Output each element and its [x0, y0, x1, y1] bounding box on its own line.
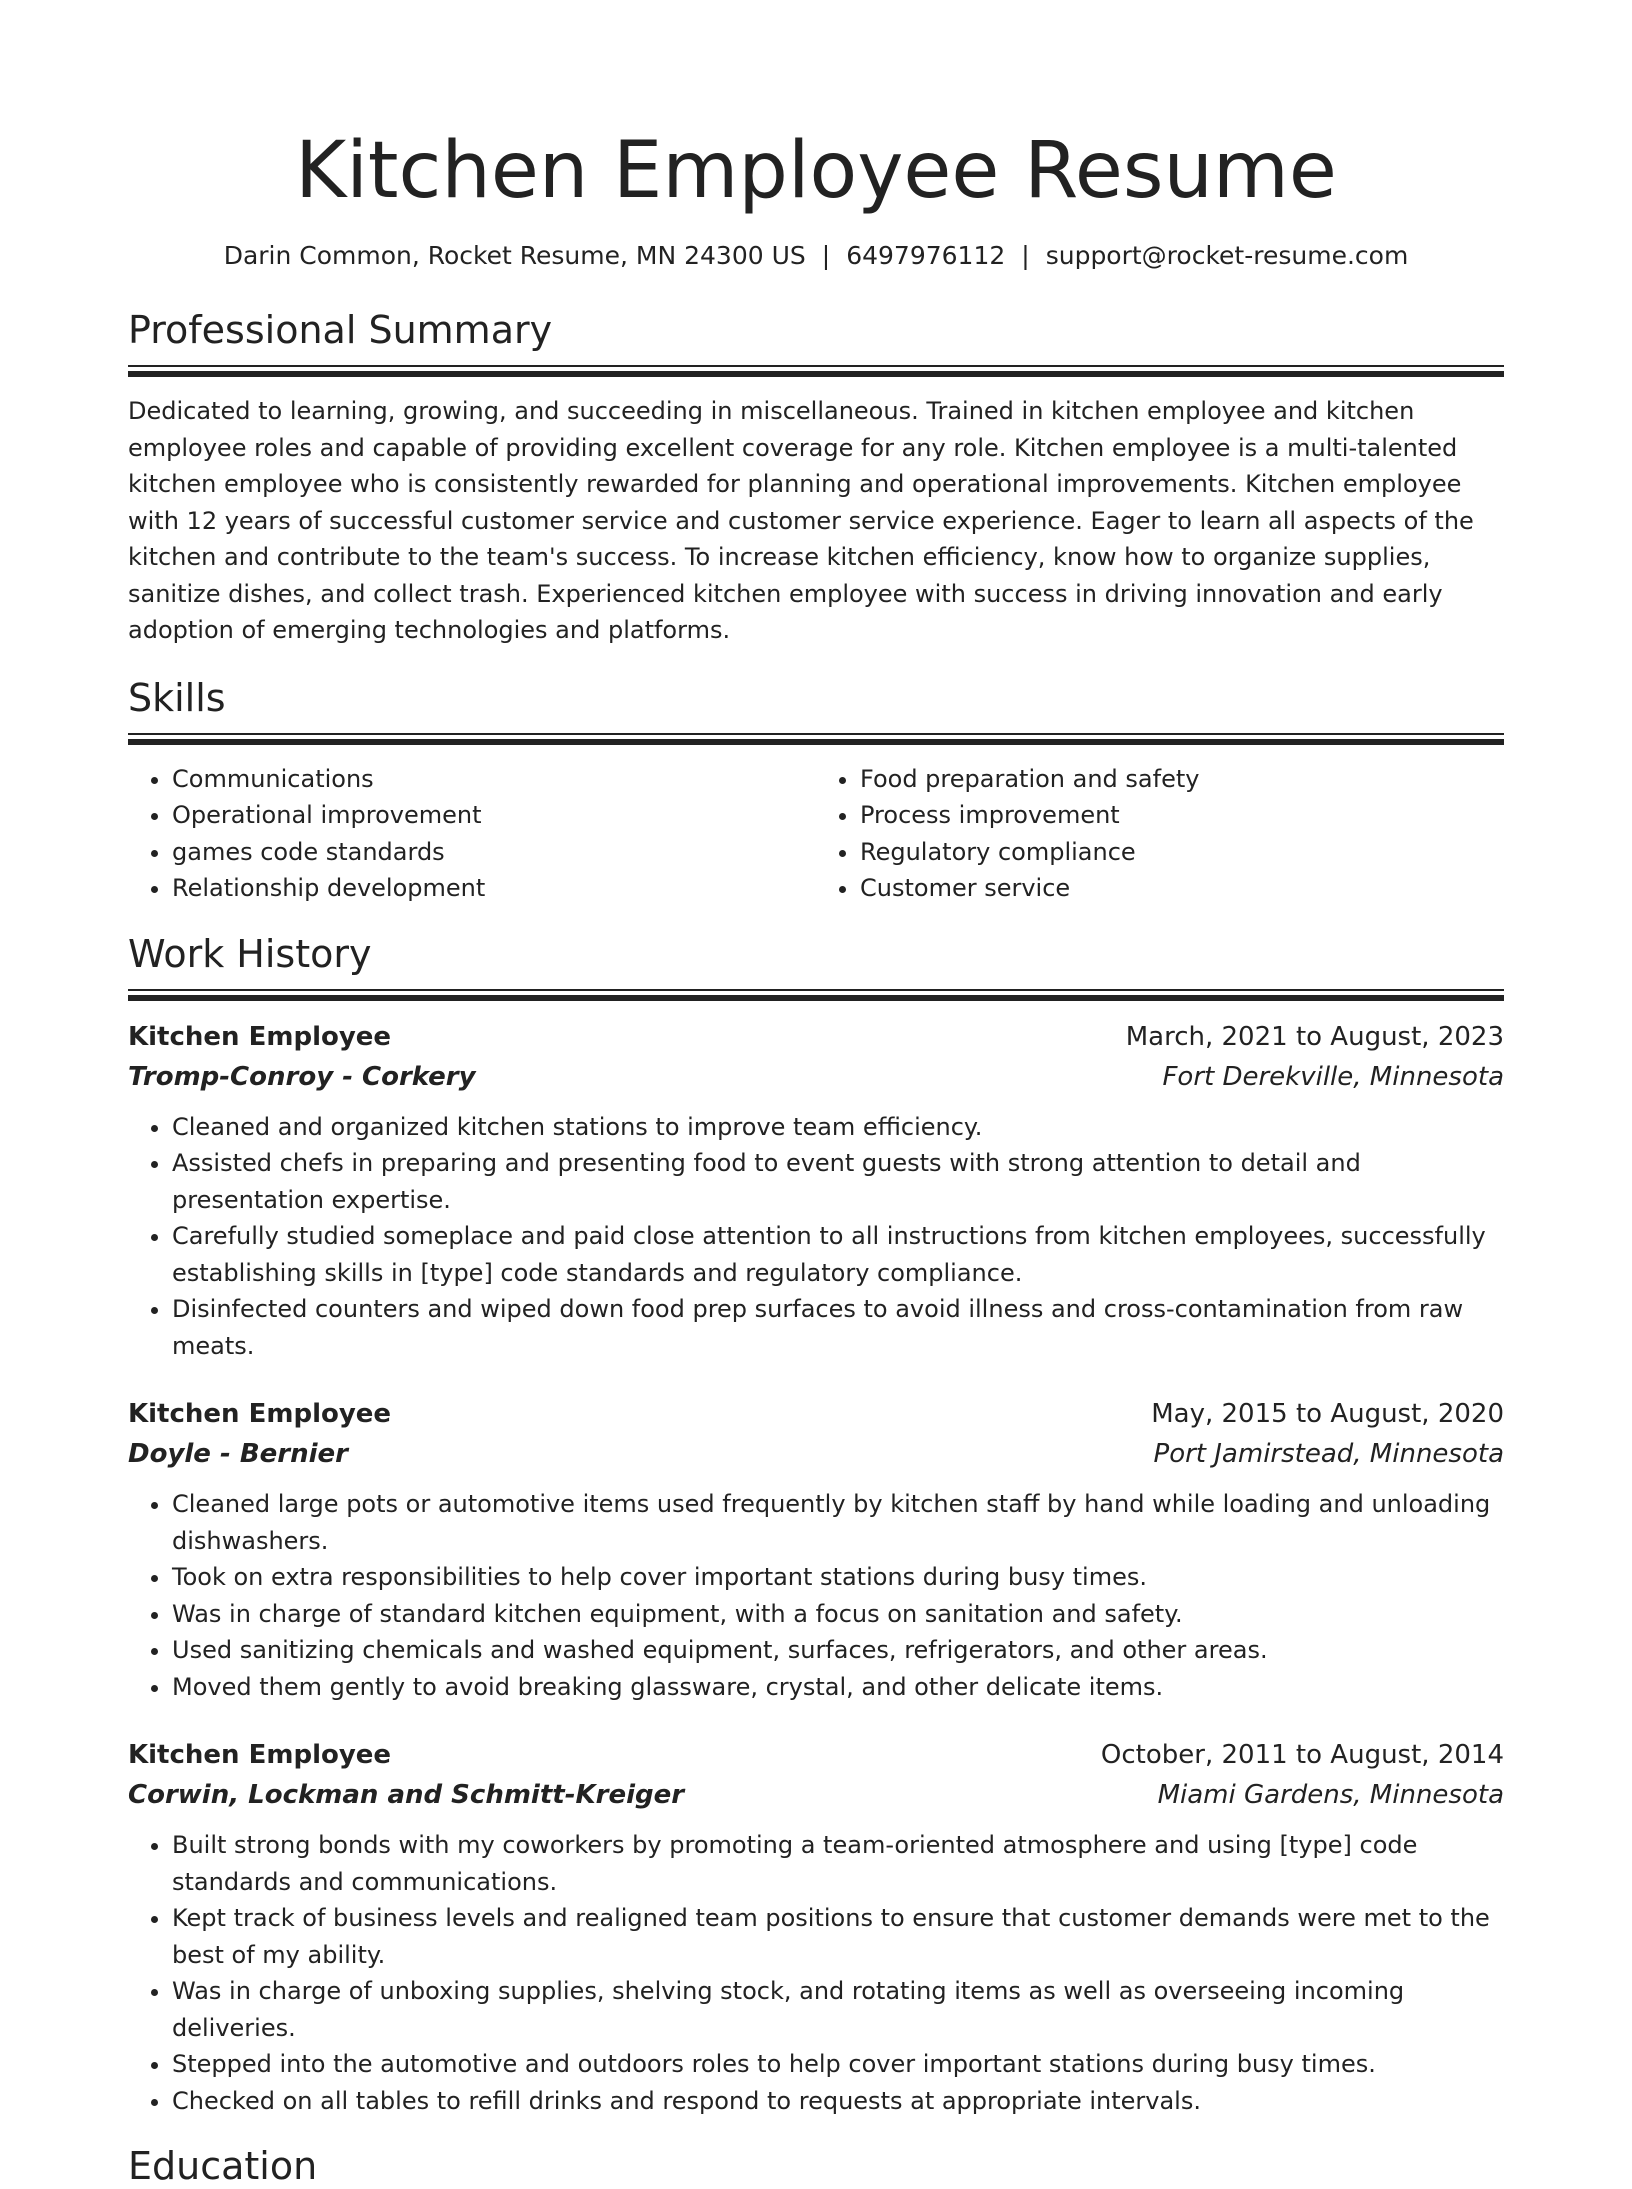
- job-bullet: • Kept track of business levels and realigned team positions to ensure that customer demands were met to the best of my ability.: [172, 1900, 1504, 1973]
- job-dates: May, 2015 to August, 2020: [1151, 1399, 1504, 1429]
- job-location: Port Jamirstead, Minnesota: [1153, 1439, 1504, 1469]
- job-subheader-row: [128, 1434, 1504, 1474]
- skill-item: • Relationship development: [172, 870, 816, 907]
- job-dates: March, 2021 to August, 2023: [1125, 1021, 1504, 1052]
- job-bullet: • Cleaned and organized kitchen stations to improve team efficiency.: [172, 1109, 1504, 1146]
- job-header-row: [128, 1017, 1504, 1057]
- resume-page: [128, 0, 1504, 2189]
- job-bullet: • Was in charge of standard kitchen equipment, with a focus on sanitation and safety.: [172, 1596, 1504, 1633]
- job-bullet: • Stepped into the automotive and outdoors roles to help cover important stations during busy times.: [172, 2046, 1504, 2083]
- work-history-heading: Work History: [128, 931, 372, 976]
- job-bullet: • Used sanitizing chemicals and washed equipment, surfaces, refrigerators, and other areas.: [172, 1632, 1504, 1669]
- skills-heading: Skills: [128, 675, 226, 720]
- skill-item: • Process improvement: [860, 797, 1504, 834]
- job-location: Fort Derekville, Minnesota: [1162, 1061, 1504, 1092]
- summary-text: Dedicated to learning, growing, and succeeding in miscellaneous. Trained in kitchen employee and kitchen employee roles and capable of providing excellent coverage for any role. Kitchen employee is a multi-talented kitchen employee who is consistently rewarded for planning and operational improvements. Kitchen employee with 12 years of successful customer service and customer service experience. Eager to learn all aspects of the kitchen and contribute to the team's success. To increase kitchen efficiency, know how to organize supplies, sanitize dishes, and collect trash. Experienced kitchen employee with success in driving innovation and early adoption of emerging technologies and platforms.: [128, 397, 1474, 644]
- job-dates: October, 2011 to August, 2014: [1100, 1740, 1504, 1770]
- job-title: Kitchen Employee: [128, 1740, 392, 1770]
- section-divider: [128, 989, 1504, 1001]
- education-section: [128, 2143, 1504, 2189]
- job-bullets: [128, 1109, 1504, 1365]
- work-history-section: [128, 931, 1504, 2120]
- job-bullet: • Assisted chefs in preparing and presenting food to event guests with strong attention to detail and presentation expertise.: [172, 1145, 1504, 1218]
- job-company: Doyle - Bernier: [128, 1439, 348, 1469]
- resume-title: Kitchen Employee Resume: [295, 126, 1337, 216]
- section-divider: [128, 733, 1504, 745]
- job-bullets: [128, 1486, 1504, 1705]
- job-company: Corwin, Lockman and Schmitt-Kreiger: [128, 1780, 685, 1810]
- skill-item: • Food preparation and safety: [860, 761, 1504, 798]
- job-bullet: • Took on extra responsibilities to help cover important stations during busy times.: [172, 1559, 1504, 1596]
- skills-grid: [128, 761, 1504, 907]
- job-bullet: • Checked on all tables to refill drinks and respond to requests at appropriate intervals.: [172, 2083, 1504, 2120]
- job-bullet: • Disinfected counters and wiped down food prep surfaces to avoid illness and cross-contamination from raw meats.: [172, 1291, 1504, 1364]
- summary-heading: Professional Summary: [128, 308, 553, 352]
- contact-line: [128, 239, 1504, 273]
- job-title: Kitchen Employee: [128, 1399, 392, 1429]
- job-bullet: • Moved them gently to avoid breaking glassware, crystal, and other delicate items.: [172, 1669, 1504, 1706]
- job-bullet: • Was in charge of unboxing supplies, shelving stock, and rotating items as well as overseeing incoming deliveries.: [172, 1973, 1504, 2046]
- skill-item: • Regulatory compliance: [860, 834, 1504, 871]
- section-divider: [128, 365, 1504, 377]
- skill-item: • Communications: [172, 761, 816, 798]
- skill-item: • Operational improvement: [172, 797, 816, 834]
- job-entry: [128, 1394, 1504, 1705]
- contact-separator: |: [1021, 241, 1030, 270]
- contact-phone: 6497976112: [846, 241, 1006, 270]
- job-subheader-row: [128, 1057, 1504, 1097]
- skills-list-right: [816, 761, 1504, 907]
- job-entry: [128, 1017, 1504, 1365]
- contact-email: support@rocket-resume.com: [1045, 241, 1409, 270]
- skill-item: • games code standards: [172, 834, 816, 871]
- summary-section: [128, 307, 1504, 649]
- job-company: Tromp-Conroy - Corkery: [128, 1061, 476, 1092]
- job-title: Kitchen Employee: [128, 1021, 392, 1052]
- job-location: Miami Gardens, Minnesota: [1157, 1780, 1504, 1810]
- contact-separator: |: [821, 241, 831, 270]
- skill-item: • Customer service: [860, 870, 1504, 907]
- job-subheader-row: [128, 1775, 1504, 1815]
- job-entry: [128, 1735, 1504, 2119]
- skills-list-left: [128, 761, 816, 907]
- education-heading: Education: [128, 2144, 318, 2188]
- job-bullets: [128, 1827, 1504, 2119]
- job-bullet: • Carefully studied someplace and paid close attention to all instructions from kitchen employees, successfully establishing skills in [type] code standards and regulatory compliance.: [172, 1218, 1504, 1291]
- job-header-row: [128, 1394, 1504, 1434]
- contact-address: Darin Common, Rocket Resume, MN 24300 US: [223, 241, 806, 270]
- job-bullet: • Cleaned large pots or automotive items used frequently by kitchen staff by hand while loading and unloading dishwashers.: [172, 1486, 1504, 1559]
- job-bullet: • Built strong bonds with my coworkers by promoting a team-oriented atmosphere and using [type] code standards and communications.: [172, 1827, 1504, 1900]
- job-header-row: [128, 1735, 1504, 1775]
- skills-section: [128, 675, 1504, 907]
